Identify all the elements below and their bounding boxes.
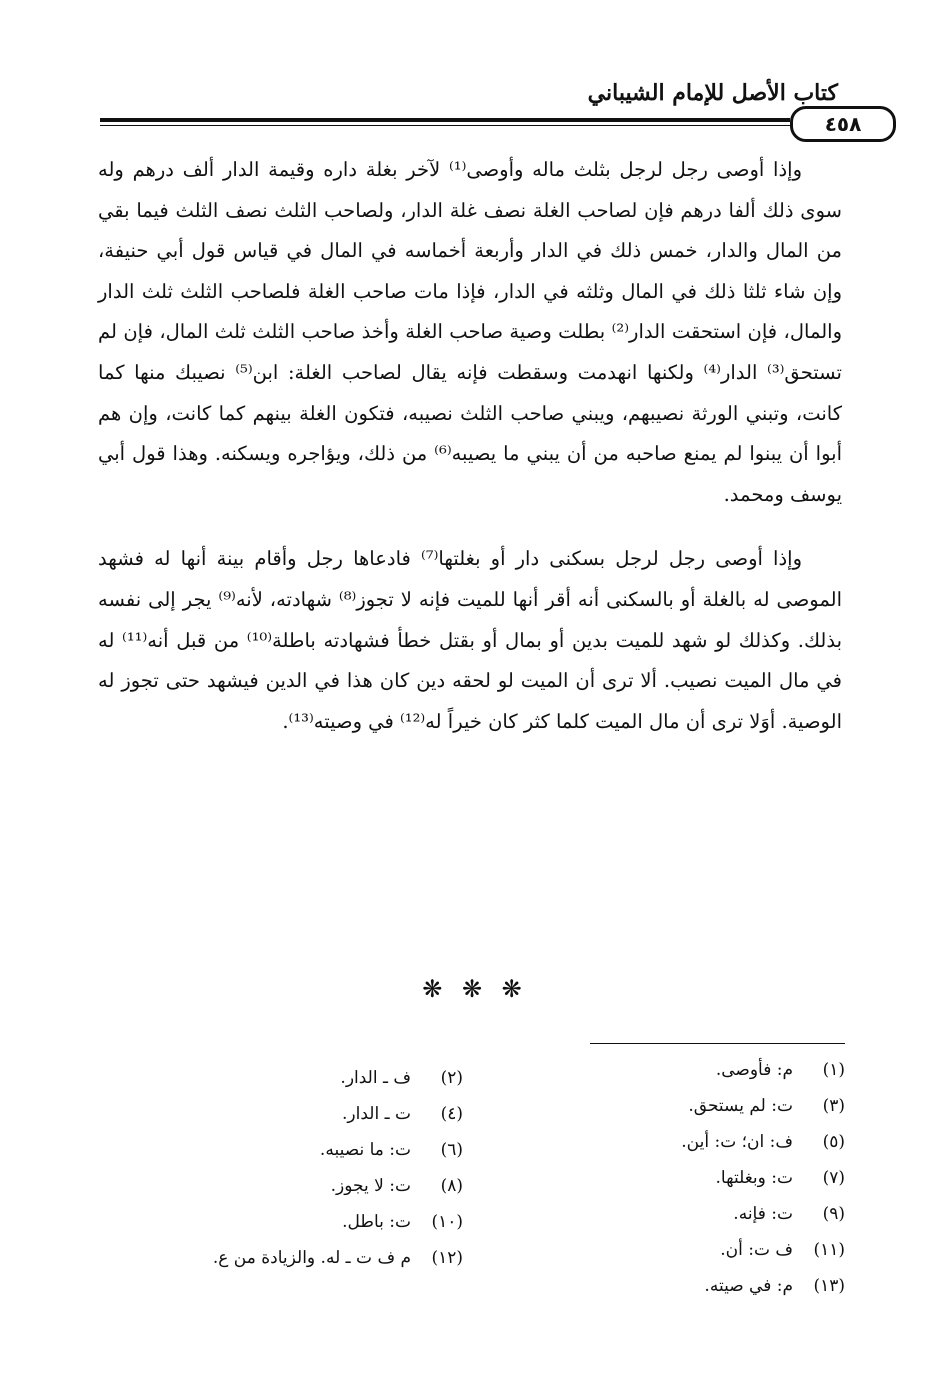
footnote-item	[103, 1168, 463, 1204]
footnote-number: (٦)	[440, 1140, 463, 1160]
footnote-item	[545, 1124, 845, 1160]
section-separator-ornament: ❋ ❋ ❋	[422, 975, 528, 1003]
footnote-text: م: فأوصى.	[715, 1060, 793, 1080]
footnote-text: ت: ما نصيبه.	[319, 1140, 411, 1160]
footnote-number: (٥)	[822, 1132, 845, 1152]
book-title: كتاب الأصل للإمام الشيباني	[587, 80, 838, 106]
footnote-text: م ف ت ـ له. والزيادة من ع.	[212, 1248, 411, 1268]
footnote-number: (٤)	[440, 1104, 463, 1124]
footnote-text: م: في صيته.	[704, 1276, 793, 1296]
footnote-item	[103, 1132, 463, 1168]
footnote-number: (٢)	[440, 1068, 463, 1088]
footnote-rule	[590, 1043, 845, 1044]
footnote-number: (١١)	[813, 1240, 845, 1260]
footnote-text: ت: وبغلتها.	[715, 1168, 793, 1188]
footnote-number: (٩)	[822, 1204, 845, 1224]
footnote-number: (١٢)	[431, 1248, 463, 1268]
footnote-text: ت: لم يستحق.	[688, 1096, 793, 1116]
footnote-number: (١)	[822, 1060, 845, 1080]
header-rule	[100, 118, 790, 122]
footnote-text: ف ـ الدار.	[340, 1068, 411, 1088]
footnote-item	[545, 1052, 845, 1088]
footnote-text: ت: باطل.	[342, 1212, 411, 1232]
footnote-text: ف: ان؛ ت: أين.	[681, 1132, 793, 1152]
footnote-item	[545, 1088, 845, 1124]
footnote-text: ت ـ الدار.	[342, 1104, 411, 1124]
page-header	[100, 72, 862, 142]
footnote-number: (١٣)	[813, 1276, 845, 1296]
header-rule-thin	[100, 125, 790, 126]
footnote-number: (٣)	[822, 1096, 845, 1116]
footnote-item	[545, 1268, 845, 1304]
footnote-item	[545, 1196, 845, 1232]
footnote-text: ف ت: أن.	[720, 1240, 793, 1260]
footnotes-left-column	[103, 1060, 463, 1276]
footnote-number: (١٠)	[431, 1212, 463, 1232]
footnote-text: ت: لا يجوز.	[330, 1176, 411, 1196]
paragraph: وإذا أوصى رجل لرجل بثلث ماله وأوصى⁽¹⁾ لآخر بغلة داره وقيمة الدار ألف درهم وله سوى ذلك ألفا درهم فإن لصاحب الغلة نصف غلة الدار، ولصاحب الثلث نصف الثلث فيما بقي من المال والدار، خمس ذلك في الدار وأربعة أخماسه في المال في قياس قول أبي حنيفة، وإن شاء ثلثا ذلك في المال وثلثه في الدار، فإذا مات صاحب الغلة فلصاحب الثلث ثلث الدار والمال، فإن استحقت الدار⁽²⁾ بطلت وصية صاحب الغلة وأخذ صاحب الثلث ثلث المال، فإن لم تستحق⁽³⁾ الدار⁽⁴⁾ ولكنها انهدمت وسقطت فإنه يقال لصاحب الغلة: ابن⁽⁵⁾ نصيبك منها كما كانت، وتبني الورثة نصيبهم، ويبني صاحب الثلث نصيبه، فتكون الغلة بينهم كما كانت، وإن هم أبوا أن يبنوا لم يمنع صاحبه من أن يبني ما يصيبه⁽⁶⁾ من ذلك، ويؤاجره ويسكنه. وهذا قول أبي يوسف ومحمد.	[98, 158, 843, 506]
footnotes-right-column	[545, 1052, 845, 1304]
footnote-item	[545, 1160, 845, 1196]
footnote-text: ت: فإنه.	[733, 1204, 793, 1224]
footnote-number: (٧)	[822, 1168, 845, 1188]
footnote-item	[103, 1096, 463, 1132]
main-text	[98, 150, 842, 742]
paragraph: وإذا أوصى رجل لرجل بسكنى دار أو بغلتها⁽⁷⁾ فادعاها رجل وأقام بينة أنها له فشهد الموصى له بالغلة أو بالسكنى أنه أقر أنها للميت فإنه لا تجوز⁽⁸⁾ شهادته، لأنه⁽⁹⁾ يجر إلى نفسه بذلك. وكذلك لو شهد للميت بدين أو بمال أو بقتل خطأ فشهادته باطلة⁽¹⁰⁾ من قبل أنه⁽¹¹⁾ له في مال الميت نصيب. ألا ترى أن الميت لو لحقه دين كان هذا في الدين فيشهد حتى تجوز له الوصية. أوَلا ترى أن مال الميت كلما كثر كان خيراً له⁽¹²⁾ في وصيته⁽¹³⁾.	[98, 547, 842, 733]
footnote-item	[545, 1232, 845, 1268]
footnote-item	[103, 1204, 463, 1240]
footnote-number: (٨)	[440, 1176, 463, 1196]
footnote-item	[103, 1240, 463, 1276]
footnote-item	[103, 1060, 463, 1096]
page-number: ٤٥٨	[790, 106, 896, 142]
